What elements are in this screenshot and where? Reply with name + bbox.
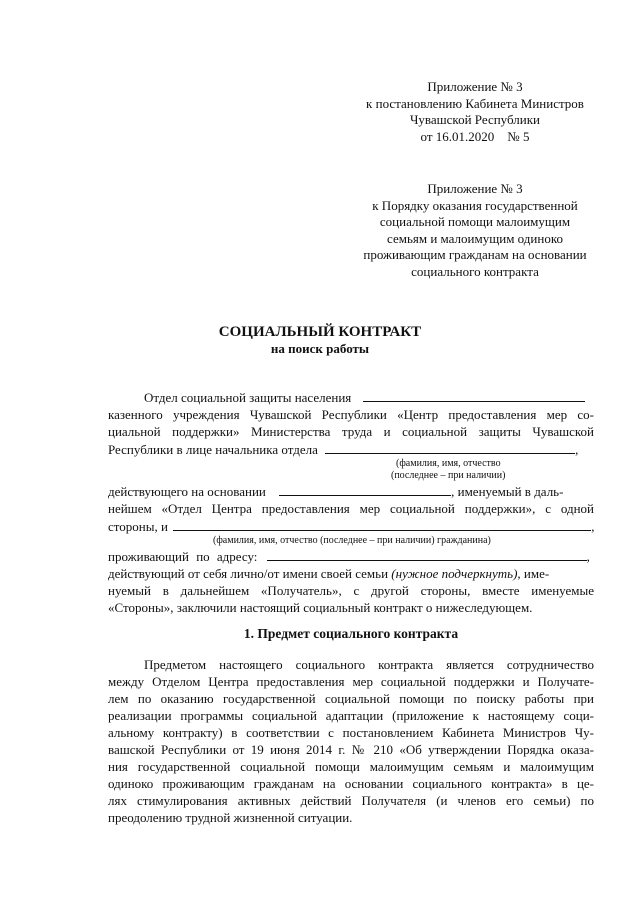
appendix-line: Приложение № 3 [427, 79, 523, 94]
section-line: альному контракту) в соответствии с постановлением Кабинета Министров Чу- [108, 725, 594, 740]
parties-line [108, 482, 594, 500]
section-line: ния государственной социальной помощи малоимущим семьям и малоимущим [108, 759, 594, 774]
parties-line: «Стороны», заключили настоящий социальный контракт о нижеследующем. [108, 600, 533, 615]
parties-text: стороны, и [108, 519, 168, 534]
parties-line [108, 565, 594, 582]
address-blank-field [267, 547, 587, 561]
appendix-line: к Порядку оказания государственной [372, 197, 578, 213]
field-note: (фамилия, имя, отчество (последнее – при наличии) гражданина) [213, 535, 491, 546]
parties-text: проживающий по адресу: [108, 549, 258, 564]
section-line: лях стимулирования активных действий Получателя (и членов его семьи) по [108, 793, 594, 808]
parties-text: Отдел социальной защиты населения [144, 390, 352, 405]
parties-line: циальной поддержки» Министерства труда и социальной защиты Чувашской [108, 424, 594, 439]
parties-text: , име- [517, 566, 550, 581]
head-name-blank-field [325, 440, 575, 454]
appendix-line: социальной помощи малоимущим [379, 214, 571, 229]
field-note: (фамилия, имя, отчество [396, 458, 501, 469]
citizen-name-blank-field [173, 517, 591, 531]
parties-text: , [575, 442, 579, 457]
section-line: преодолению трудной жизненной ситуации. [108, 810, 353, 825]
appendix-header-procedure [330, 181, 620, 280]
parties-line: нейшем «Отдел Центра предоставления мер социальной поддержки», с одной [108, 501, 594, 516]
appendix-header-decree [330, 79, 620, 145]
section-paragraph [108, 656, 594, 826]
parties-text: , именуемый в даль- [451, 484, 564, 499]
appendix-line: к постановлению Кабинета Министров [366, 95, 584, 111]
section-line: лем по оказанию государственной социальной помощи по поиску работы при [108, 691, 594, 706]
parties-line [108, 440, 594, 458]
parties-text: действующий от себя лично/от имени своей семьи [108, 566, 389, 581]
appendix-line: от 16.01.2020 № 5 [420, 128, 530, 144]
parties-line [108, 388, 594, 406]
department-blank-field [363, 388, 585, 402]
document-title-block [90, 323, 550, 357]
parties-line [108, 547, 594, 565]
section-heading: 1. Предмет социального контракта [243, 626, 459, 641]
basis-blank-field [279, 482, 451, 496]
field-note: (последнее – при наличии) [391, 470, 506, 481]
appendix-line: семьям и малоимущим одиноко [387, 230, 563, 246]
parties-italic-text: (нужное подчеркнуть) [391, 566, 518, 581]
document-subtitle: на поиск работы [270, 341, 370, 356]
section-line: одиноко проживающим гражданам на основании социального контракта» в це- [108, 776, 594, 791]
section-line: Предметом настоящего социального контракта является сотрудничество [144, 657, 594, 672]
appendix-line: Приложение № 3 [427, 181, 523, 196]
parties-text: , [586, 549, 590, 564]
parties-line: нуемый в дальнейшем «Получатель», с другой стороны, вместе именуемые [108, 583, 594, 598]
parties-text: Республики в лице начальника отдела [108, 442, 318, 457]
appendix-line: Чувашской Республики [409, 112, 541, 127]
section-line: вашской Республики от 19 июня 2014 г. № 210 «Об утверждении Порядка оказа- [108, 742, 594, 757]
appendix-line: социального контракта [411, 263, 539, 279]
parties-line [108, 517, 594, 535]
parties-line: казенного учреждения Чувашской Республики «Центр предоставления мер со- [108, 407, 594, 422]
section-line: между Отделом Центра предоставления мер социальной поддержки и Получате- [108, 674, 594, 689]
parties-text: , [591, 519, 595, 534]
parties-paragraph [108, 388, 594, 616]
parties-text: действующего на основании [108, 484, 266, 499]
document-title: СОЦИАЛЬНЫЙ КОНТРАКТ [218, 324, 422, 340]
section-line: реализации программы социальной адаптации (приложение к настоящему соци- [108, 708, 594, 723]
appendix-line: проживающим гражданам на основании [363, 247, 587, 262]
